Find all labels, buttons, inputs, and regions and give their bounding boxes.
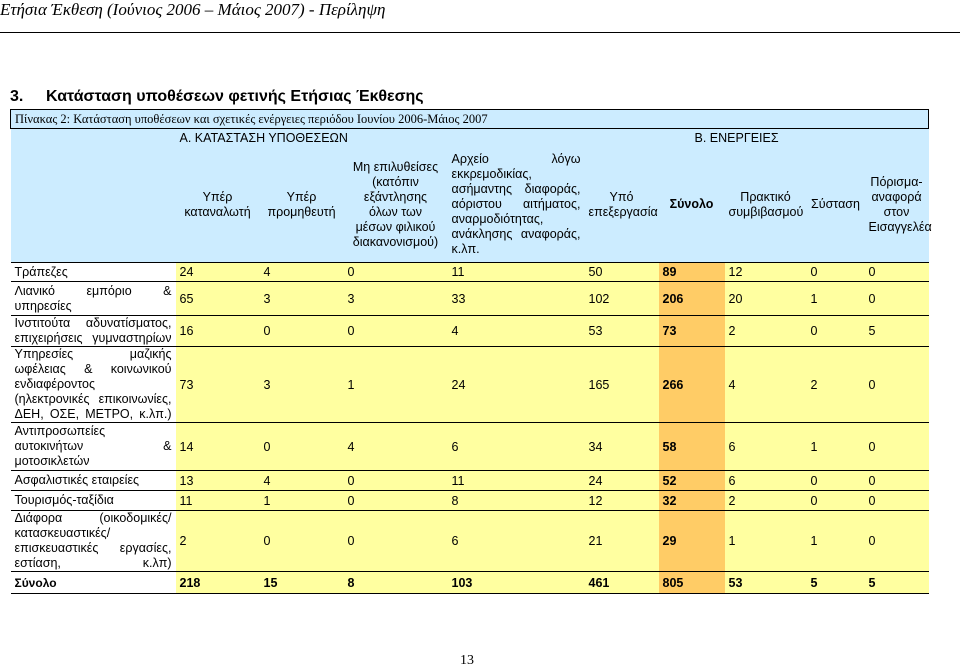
cell-value: 11 — [448, 263, 585, 282]
cell-value: 0 — [807, 316, 865, 347]
cell-value: 24 — [448, 347, 585, 423]
cell-value: 0 — [344, 316, 448, 347]
cell-value: 0 — [260, 316, 344, 347]
cell-value: 0 — [807, 263, 865, 282]
total-value: 5 — [807, 572, 865, 594]
cell-value: 0 — [260, 423, 344, 471]
cell-value: 6 — [725, 471, 807, 491]
table-row — [11, 347, 929, 423]
total-value: 5 — [865, 572, 929, 594]
cell-value: 13 — [176, 471, 260, 491]
cell-value: 58 — [659, 423, 725, 471]
cell-value: 6 — [448, 511, 585, 572]
cell-value: 32 — [659, 491, 725, 511]
row-label: Υπηρεσίες μαζικής ωφέλειας & κοινωνικού ενδιαφέροντος (ηλεκτρονικές επικοινωνίες, ΔΕΗ, ΟΣΕ, ΜΕΤΡΟ, κ.λπ.) — [11, 347, 176, 423]
cell-value: 12 — [585, 491, 659, 511]
cell-value: 89 — [659, 263, 725, 282]
col-header-processing: Υπό επεξεργασία — [585, 148, 659, 263]
cell-value: 2 — [807, 347, 865, 423]
cell-value: 12 — [725, 263, 807, 282]
row-label: Λιανικό εμπόριο & υπηρεσίες — [11, 282, 176, 316]
section-number: 3. — [10, 88, 24, 105]
cell-value: 2 — [176, 511, 260, 572]
cell-value: 73 — [659, 316, 725, 347]
total-value: 461 — [585, 572, 659, 594]
cell-value: 4 — [260, 471, 344, 491]
cell-value: 0 — [344, 263, 448, 282]
cell-value: 24 — [176, 263, 260, 282]
cell-value: 0 — [865, 511, 929, 572]
cell-value: 0 — [344, 471, 448, 491]
cell-value: 53 — [585, 316, 659, 347]
cell-value: 4 — [344, 423, 448, 471]
cell-value: 21 — [585, 511, 659, 572]
cell-value: 1 — [344, 347, 448, 423]
cell-value: 266 — [659, 347, 725, 423]
cell-value: 3 — [260, 282, 344, 316]
section-title: Κατάσταση υποθέσεων φετινής Ετήσιας Έκθεσης — [46, 88, 424, 105]
cell-value: 0 — [260, 511, 344, 572]
col-header-recommendation: Σύσταση — [807, 148, 865, 263]
cell-value: 8 — [448, 491, 585, 511]
total-value: 15 — [260, 572, 344, 594]
total-value: 805 — [659, 572, 725, 594]
total-value: 8 — [344, 572, 448, 594]
cell-value: 29 — [659, 511, 725, 572]
cell-value: 5 — [865, 316, 929, 347]
cell-value: 0 — [865, 491, 929, 511]
row-label: Ασφαλιστικές εταιρείες — [11, 471, 176, 491]
total-row — [11, 572, 929, 594]
cell-value: 24 — [585, 471, 659, 491]
cell-value: 0 — [344, 491, 448, 511]
cell-value: 206 — [659, 282, 725, 316]
col-header-total: Σύνολο — [659, 148, 725, 263]
document-header: Ετήσια Έκθεση (Ιούνιος 2006 – Μάιος 2007) - Περίληψη — [0, 0, 386, 19]
cell-value: 11 — [448, 471, 585, 491]
table-row — [11, 282, 929, 316]
cell-value: 102 — [585, 282, 659, 316]
cell-value: 1 — [807, 511, 865, 572]
table-row — [11, 263, 929, 282]
cell-value: 20 — [725, 282, 807, 316]
col-header-unresolved: Μη επιλυθείσες (κατόπιν εξάντλησης όλων των μέσων φιλικού διακανονισμού) — [344, 148, 448, 263]
row-label: Τουρισμός-ταξίδια — [11, 491, 176, 511]
cell-value: 14 — [176, 423, 260, 471]
total-value: 218 — [176, 572, 260, 594]
cell-value: 1 — [807, 282, 865, 316]
cell-value: 0 — [865, 471, 929, 491]
col-header-referral: Πόρισμα-αναφορά στον Εισαγγελέα — [865, 148, 929, 263]
cell-value: 4 — [260, 263, 344, 282]
row-label: Διάφορα (οικοδομικές/ κατασκευαστικές/ επισκευαστικές εργασίες, εστίαση, κ.λπ) — [11, 511, 176, 572]
cell-value: 165 — [585, 347, 659, 423]
cell-value: 2 — [725, 491, 807, 511]
cell-value: 11 — [176, 491, 260, 511]
cell-value: 0 — [807, 471, 865, 491]
cell-value: 16 — [176, 316, 260, 347]
col-header-archive: Αρχείο λόγω εκκρεμοδικίας, ασήμαντης διαφοράς, αόριστου αιτήματος, αναρμοδιότητας, ανάκλησης αναφοράς, κ.λπ. — [448, 148, 585, 263]
table-row — [11, 511, 929, 572]
cell-value: 33 — [448, 282, 585, 316]
cell-value: 0 — [865, 263, 929, 282]
cell-value: 1 — [260, 491, 344, 511]
cell-value: 0 — [865, 282, 929, 316]
row-label: Τράπεζες — [11, 263, 176, 282]
cell-value: 50 — [585, 263, 659, 282]
table-row — [11, 316, 929, 347]
cell-value: 0 — [807, 491, 865, 511]
table-caption: Πίνακας 2: Κατάσταση υποθέσεων και σχετικές ενέργειες περιόδου Ιουνίου 2006-Μάιος 2007 — [11, 110, 929, 129]
total-value: 53 — [725, 572, 807, 594]
cell-value: 3 — [344, 282, 448, 316]
cell-value: 73 — [176, 347, 260, 423]
cell-value: 1 — [725, 511, 807, 572]
cell-value: 0 — [344, 511, 448, 572]
cell-value: 1 — [807, 423, 865, 471]
header-rule — [0, 32, 960, 33]
cell-value: 4 — [725, 347, 807, 423]
cell-value: 0 — [865, 347, 929, 423]
table-row — [11, 423, 929, 471]
section-heading — [10, 88, 424, 106]
col-header-supplier: Υπέρ προμηθευτή — [260, 148, 344, 263]
cell-value: 52 — [659, 471, 725, 491]
table-row — [11, 471, 929, 491]
table-row — [11, 491, 929, 511]
cell-value: 4 — [448, 316, 585, 347]
cell-value: 65 — [176, 282, 260, 316]
col-header-settlement: Πρακτικό συμβιβασμού — [725, 148, 807, 263]
cell-value: 2 — [725, 316, 807, 347]
row-label: Αντιπροσωπείες αυτοκινήτων & μοτοσικλετών — [11, 423, 176, 471]
cell-value: 0 — [865, 423, 929, 471]
cell-value: 6 — [448, 423, 585, 471]
case-status-table — [10, 109, 932, 594]
group-a-header: Α. ΚΑΤΑΣΤΑΣΗ ΥΠΟΘΕΣΕΩΝ — [176, 129, 659, 148]
group-b-header: Β. ΕΝΕΡΓΕΙΕΣ — [659, 129, 929, 148]
cell-value: 3 — [260, 347, 344, 423]
page-number: 13 — [460, 653, 474, 668]
total-row-label: Σύνολο — [11, 572, 176, 594]
row-label: Ινστιτούτα αδυνατίσματος, επιχειρήσεις γυμναστηρίων — [11, 316, 176, 347]
cell-value: 34 — [585, 423, 659, 471]
col-header-consumer: Υπέρ καταναλωτή — [176, 148, 260, 263]
cell-value: 6 — [725, 423, 807, 471]
total-value: 103 — [448, 572, 585, 594]
